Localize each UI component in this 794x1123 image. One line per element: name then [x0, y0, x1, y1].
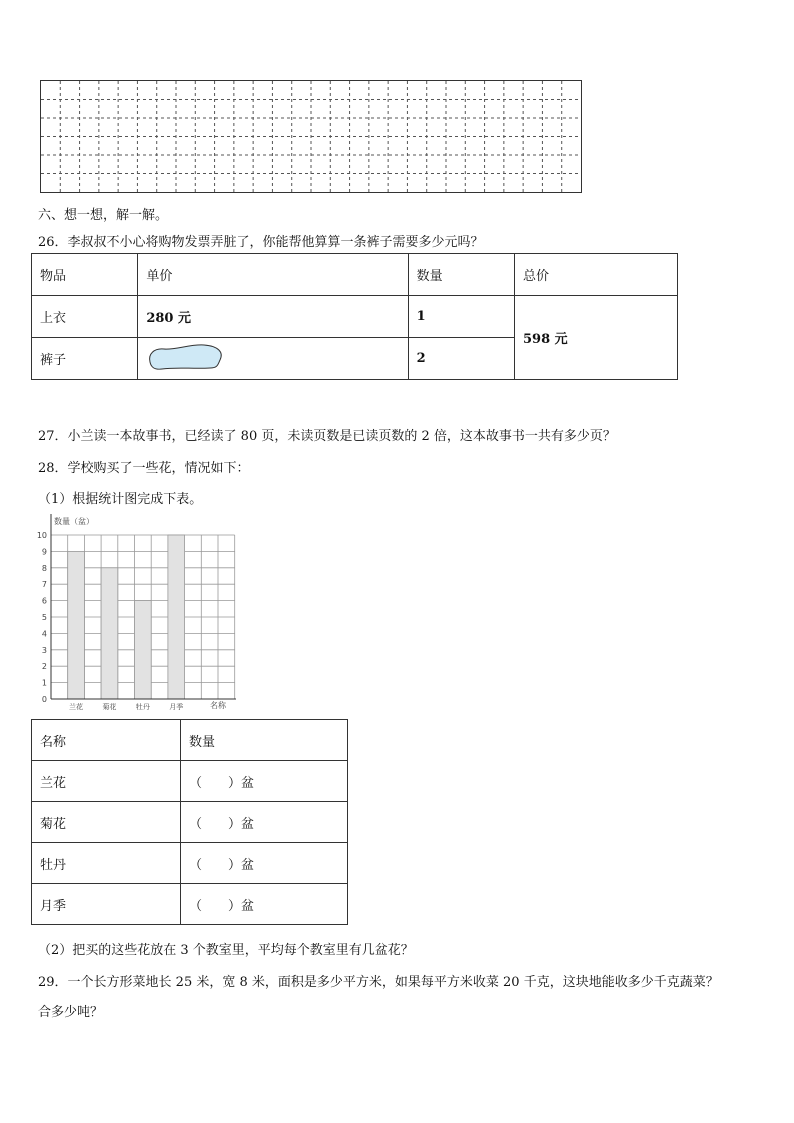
question-26-text: 26．李叔叔不小心将购物发票弄脏了，你能帮他算算一条裤子需要多少元吗？ [38, 235, 484, 250]
x-tick-label: 菊花 [102, 703, 117, 711]
flower-name: 月季 [32, 884, 181, 925]
header-name: 名称 [32, 720, 181, 761]
header-total: 总价 [514, 254, 677, 296]
grid-lines [41, 81, 583, 194]
header-qty: 数量 [408, 254, 514, 296]
table-header-row [32, 720, 348, 761]
x-tick-label: 月季 [169, 703, 184, 711]
y-tick-label: 3 [41, 645, 47, 655]
bar-菊花 [101, 568, 118, 699]
table-row [32, 802, 348, 843]
flower-qty-blank[interactable]: （ ）盆 [181, 843, 348, 884]
answer-writing-grid [40, 80, 582, 193]
y-axis-label: 数量（盆） [54, 517, 94, 526]
row-qty: 1 [408, 296, 514, 338]
header-item: 物品 [32, 254, 138, 296]
y-tick-label: 1 [41, 678, 47, 688]
table-row [32, 884, 348, 925]
section-six-title: 六、想一想，解一解。 [38, 208, 169, 223]
flower-count-table [31, 719, 348, 925]
x-axis-label: 名称 [210, 701, 226, 710]
table-row [32, 843, 348, 884]
table-row [32, 296, 678, 338]
invoice-table [31, 253, 678, 380]
y-tick-label: 2 [41, 662, 47, 672]
question-27-text: 27．小兰读一本故事书，已经读了 80 页，未读页数是已读页数的 2 倍，这本故事书一共有多少页？ [38, 429, 616, 444]
flower-qty-blank[interactable]: （ ）盆 [181, 884, 348, 925]
header-price: 单价 [138, 254, 408, 296]
y-tick-label: 4 [41, 629, 47, 639]
y-tick-label: 9 [41, 547, 47, 557]
question-28-text: 28．学校购买了一些花，情况如下： [38, 461, 250, 476]
y-tick-label: 7 [41, 580, 47, 590]
flower-name: 菊花 [32, 802, 181, 843]
flower-bar-chart [34, 512, 244, 714]
x-tick-label: 兰花 [69, 703, 84, 711]
row-qty: 2 [408, 338, 514, 380]
bar-兰花 [68, 551, 85, 699]
y-tick-label: 5 [41, 613, 47, 622]
ink-stain-icon [146, 340, 226, 374]
row-item: 裤子 [32, 338, 138, 380]
flower-name: 牡丹 [32, 843, 181, 884]
row-item: 上衣 [32, 296, 138, 338]
row-price: 280 元 [138, 296, 408, 338]
y-tick-label: 8 [41, 563, 47, 573]
table-header-row [32, 254, 678, 296]
y-tick-label: 6 [41, 596, 47, 606]
table-row [32, 761, 348, 802]
header-qty: 数量 [181, 720, 348, 761]
bar-月季 [168, 535, 185, 699]
question-28-part-2: （2）把买的这些花放在 3 个教室里，平均每个教室里有几盆花？ [38, 943, 414, 958]
y-tick-label: 10 [36, 531, 47, 540]
flower-name: 兰花 [32, 761, 181, 802]
total-cell: 598 元 [514, 296, 677, 380]
question-29-line-2: 合多少吨？ [38, 1005, 104, 1020]
question-29-line-1: 29．一个长方形菜地长 25 米，宽 8 米，面积是多少平方米，如果每平方米收菜 20 千克，这块地能收多少千克蔬菜？ [38, 975, 719, 990]
stain-cell [138, 338, 408, 380]
question-28-part-1: （1）根据统计图完成下表。 [38, 492, 203, 507]
flower-qty-blank[interactable]: （ ）盆 [181, 802, 348, 843]
bar-牡丹 [135, 601, 152, 699]
y-tick-label: 0 [41, 695, 47, 704]
flower-qty-blank[interactable]: （ ）盆 [181, 761, 348, 802]
x-tick-label: 牡丹 [135, 703, 150, 711]
